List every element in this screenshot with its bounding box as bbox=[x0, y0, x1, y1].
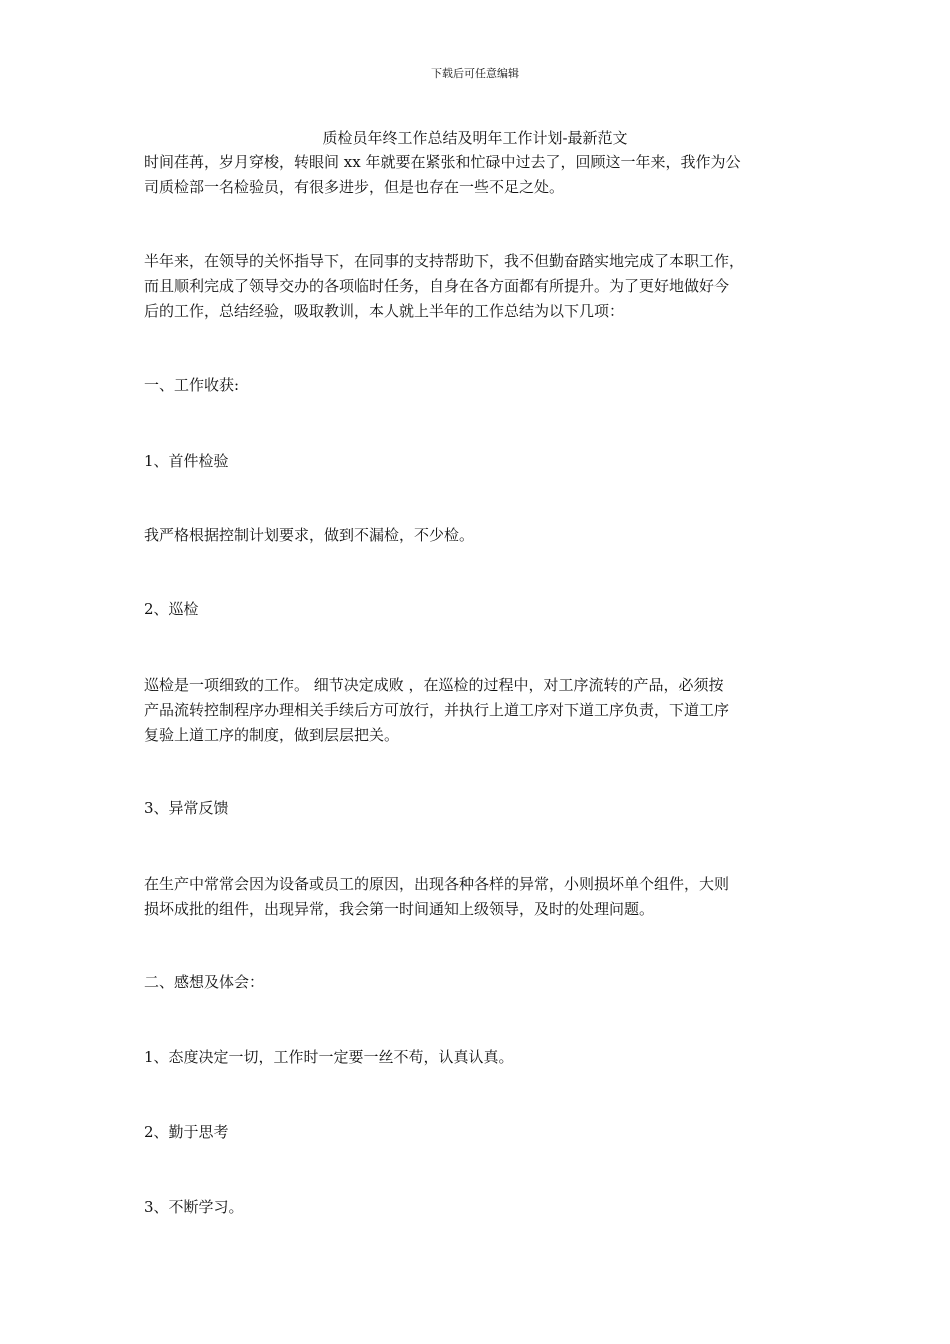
item-learning bbox=[144, 1195, 816, 1220]
paragraph-line: 我严格根据控制计划要求，做到不漏检，不少检。 bbox=[144, 526, 475, 544]
paragraph-line: 3、异常反馈 bbox=[144, 799, 229, 817]
document-title: 质检员年终工作总结及明年工作计划-最新范文 bbox=[322, 129, 628, 147]
section-heading-gains bbox=[144, 373, 816, 398]
item-heading-first-inspection bbox=[144, 449, 816, 474]
paragraph-line: 司质检部一名检验员，有很多进步，但是也存在一些不足之处。 bbox=[144, 178, 565, 196]
paragraph-line: 2、巡检 bbox=[144, 600, 199, 618]
section-heading-reflections bbox=[144, 970, 816, 995]
paragraph-intro bbox=[144, 150, 816, 200]
paragraph-line: 3、不断学习。 bbox=[144, 1198, 244, 1216]
paragraph-line: 1、态度决定一切，工作时一定要一丝不苟，认真认真。 bbox=[144, 1048, 514, 1066]
paragraph-line: 巡检是一项细致的工作。 细节决定成败 ，在巡检的过程中，对工序流转的产品，必须按 bbox=[144, 676, 724, 694]
paragraph-line: 一、工作收获: bbox=[144, 376, 240, 394]
item-attitude bbox=[144, 1045, 816, 1070]
paragraph-line: 复验上道工序的制度，做到层层把关。 bbox=[144, 726, 400, 744]
paragraph-patrol bbox=[144, 673, 816, 748]
paragraph-line: 而且顺利完成了领导交办的各项临时任务，自身在各方面都有所提升。为了更好地做好今 bbox=[144, 277, 730, 295]
paragraph-line: 后的工作，总结经验，吸取教训，本人就上半年的工作总结为以下几项： bbox=[144, 302, 625, 320]
item-heading-patrol bbox=[144, 597, 816, 622]
item-heading-anomaly bbox=[144, 796, 816, 821]
header-note: 下载后可任意编辑 bbox=[431, 67, 519, 80]
paragraph-line: 1、首件检验 bbox=[144, 452, 229, 470]
paragraph-half-year bbox=[144, 249, 816, 324]
paragraph-line: 2、勤于思考 bbox=[144, 1123, 229, 1141]
paragraph-line: 半年来，在领导的关怀指导下，在同事的支持帮助下，我不但勤奋踏实地完成了本职工作， bbox=[144, 252, 745, 270]
paragraph-line: 在生产中常常会因为设备或员工的原因，出现各种各样的异常，小则损坏单个组件，大则 bbox=[144, 875, 730, 893]
paragraph-line: 时间荏苒，岁月穿梭，转眼间 xx 年就要在紧张和忙碌中过去了，回顾这一年来，我作为公 bbox=[144, 153, 741, 171]
paragraph-line: 二、感想及体会： bbox=[144, 973, 265, 991]
paragraph-line: 产品流转控制程序办理相关手续后方可放行，并执行上道工序对下道工序负责，下道工序 bbox=[144, 701, 730, 719]
paragraph-first-inspection bbox=[144, 523, 816, 548]
item-thinking bbox=[144, 1120, 816, 1145]
paragraph-anomaly bbox=[144, 872, 816, 922]
paragraph-line: 损坏成批的组件，出现异常，我会第一时间通知上级领导，及时的处理问题。 bbox=[144, 900, 655, 918]
